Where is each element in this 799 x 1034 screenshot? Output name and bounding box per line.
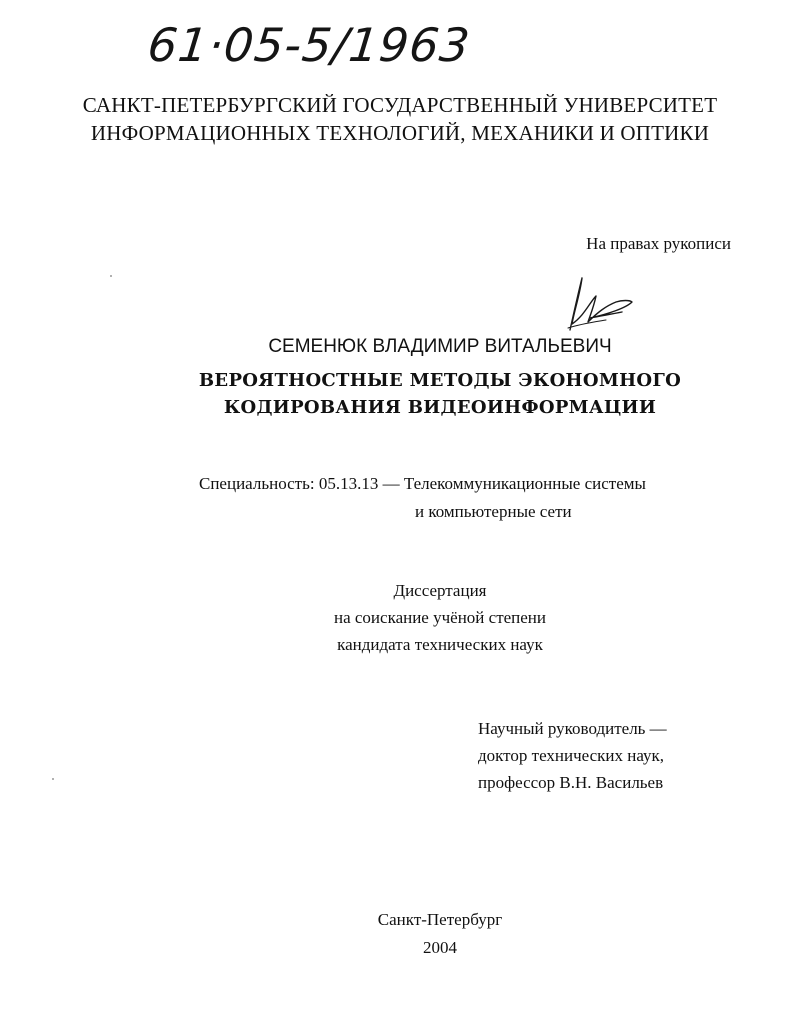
supervisor-line-1: Научный руководитель — [478, 719, 667, 738]
handwritten-archive-number: 61·05-5/1963 [145, 18, 473, 72]
dissertation-title-line-2: КОДИРОВАНИЯ ВИДЕОИНФОРМАЦИИ [223, 397, 657, 418]
footer-city: Санкт-Петербург [377, 910, 503, 929]
signature-icon [560, 272, 640, 332]
supervisor-line-2: доктор технических наук, [478, 746, 665, 765]
university-name-line-2: ИНФОРМАЦИОННЫХ ТЕХНОЛОГИЙ, МЕХАНИКИ И ОПТИКИ [90, 121, 710, 145]
footer-year: 2004 [423, 938, 457, 957]
dissertation-label: Диссертация [393, 581, 487, 600]
degree-line-2: кандидата технических наук [337, 635, 543, 654]
degree-line-1: на соискание учёной степени [333, 608, 547, 627]
specialty-line-2: и компьютерные сети [415, 502, 572, 521]
manuscript-rights-note: На правах рукописи [586, 234, 731, 253]
dissertation-title-line-1: ВЕРОЯТНОСТНЫЕ МЕТОДЫ ЭКОНОМНОГО [198, 370, 682, 391]
scan-speck [52, 778, 54, 780]
supervisor-line-3: профессор В.Н. Васильев [478, 773, 664, 792]
author-name: СЕМЕНЮК ВЛАДИМИР ВИТАЛЬЕВИЧ [268, 336, 612, 357]
scan-speck [110, 275, 112, 277]
university-name-line-1: САНКТ-ПЕТЕРБУРГСКИЙ ГОСУДАРСТВЕННЫЙ УНИВЕРСИТЕТ [82, 93, 718, 117]
specialty-line-1: Специальность: 05.13.13 — Телекоммуникационные системы [199, 474, 646, 493]
